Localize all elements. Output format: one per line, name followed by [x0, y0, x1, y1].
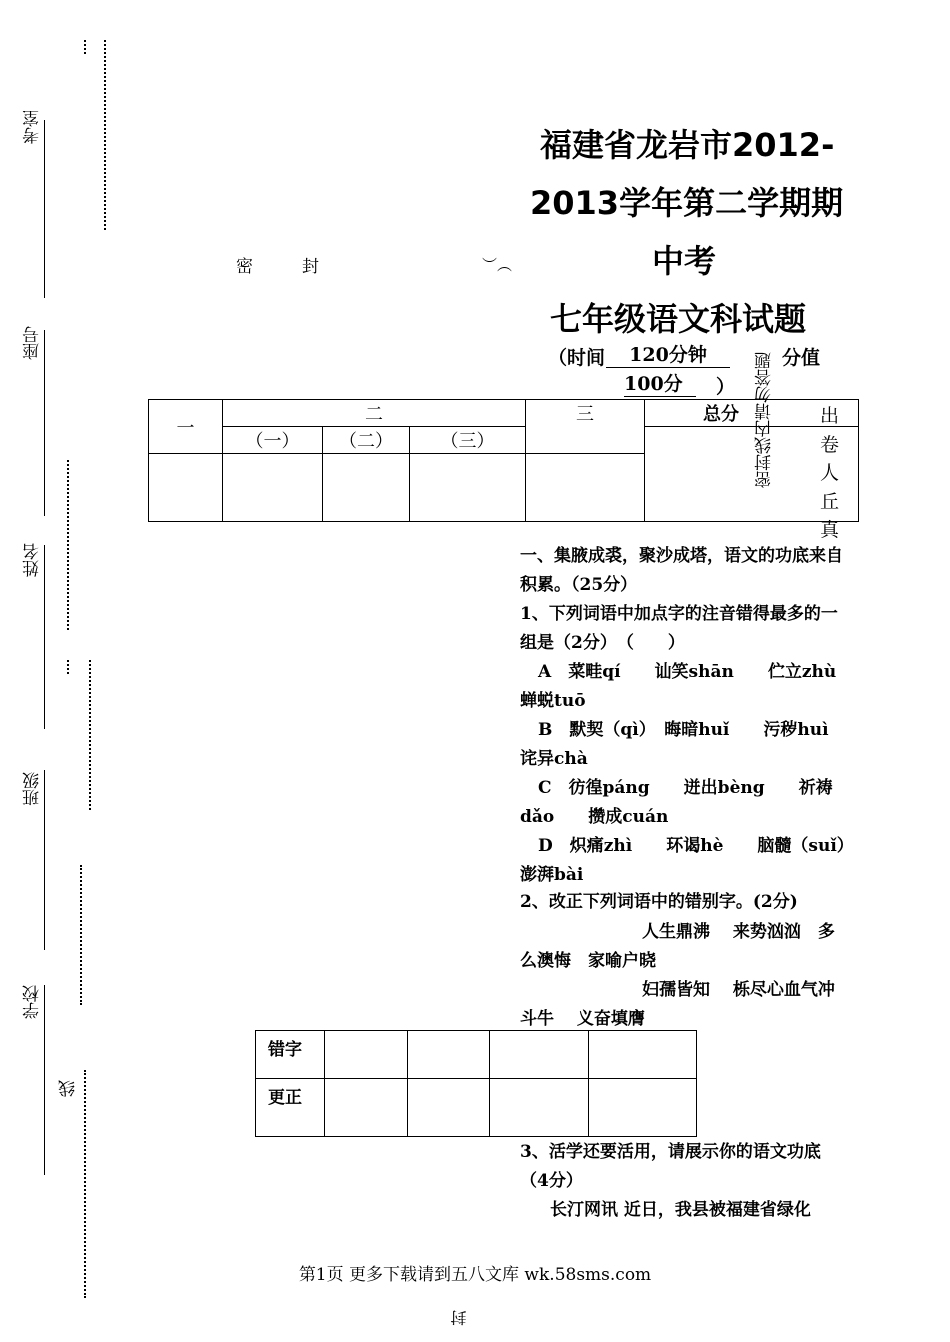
title-line-1: 福建省龙岩市2012- — [540, 126, 835, 164]
correction-cell[interactable] — [490, 1079, 589, 1137]
seal-feng: 封 — [302, 257, 319, 277]
error-row-label: 错字 — [256, 1031, 325, 1079]
error-cell[interactable] — [325, 1031, 408, 1079]
error-cell[interactable] — [589, 1031, 697, 1079]
score-col-2: 二 — [223, 400, 526, 427]
score-table — [148, 399, 859, 522]
margin-label-room: 考室 — [23, 110, 43, 144]
seal-dotted-line — [89, 660, 91, 810]
section1-heading: 一、集腋成裘，聚沙成塔，语文的功底来自积累。（25分） — [520, 546, 843, 595]
seal-dotted-line — [84, 40, 86, 54]
seal-dotted-line — [104, 40, 106, 230]
bottom-seal-char: 封 — [450, 1310, 469, 1326]
margin-underline — [44, 330, 45, 516]
close-paren: ） — [716, 376, 736, 398]
score-cell[interactable] — [223, 454, 323, 522]
question-2-words-2: 妇孺皆知 栎尽心血气冲斗牛 义奋填膺 — [520, 980, 835, 1029]
margin-label-seat: 座号 — [23, 326, 43, 360]
title-line-2: 2013学年第二学期期 — [530, 184, 844, 222]
score-col-3: 三 — [526, 400, 645, 454]
seal-mi: 密 — [236, 257, 253, 277]
title-line-3: 中考 — [652, 242, 717, 280]
question-3-text: 长汀网讯 近日，我县被福建省绿化 — [550, 1200, 811, 1220]
score-cell[interactable] — [149, 454, 223, 522]
question-2-words-1: 人生鼎沸 来势汹汹 多么澳悔 家喻户晓 — [520, 922, 835, 971]
score-sub-1: （一） — [223, 427, 323, 454]
score-col-total: 总分 — [645, 400, 859, 427]
score-cell[interactable] — [323, 454, 410, 522]
option-d: D 炽痛zhì 环谒hè 脑髓（suǐ） 澎湃bài — [520, 836, 863, 885]
seal-dotted-line — [67, 460, 69, 630]
score-cell[interactable] — [410, 454, 526, 522]
score-label: 分值 — [782, 347, 821, 369]
margin-underline — [44, 985, 45, 1175]
title-line-4: 七年级语文科试题 — [550, 300, 807, 338]
option-c: C 彷徨páng 迸出bèng 祈祷dǎo 攒成cuán — [520, 778, 833, 827]
correction-row-label: 更正 — [256, 1079, 325, 1137]
seal-warning-text: 密封线内请勿答题 — [755, 352, 775, 488]
margin-label-class: 班级 — [23, 772, 43, 806]
author-credit: 出卷人丘真 — [820, 405, 840, 541]
seal-dotted-line — [67, 660, 69, 674]
question-2: 2、改正下列词语中的错别字。(2分) — [520, 892, 798, 912]
score-total-cell[interactable] — [645, 427, 859, 522]
option-b: B 默契（qì） 晦暗huǐ 污秽huì 诧异chà — [520, 720, 863, 769]
option-a: A 菜畦qí 讪笑shān 伫立zhù 蝉蜕tuō — [520, 662, 871, 711]
score-col-1: 一 — [149, 400, 223, 454]
margin-underline — [44, 770, 45, 950]
correction-cell[interactable] — [325, 1079, 408, 1137]
seal-marks: ︶︵ — [482, 256, 513, 274]
question-3: 3、活学还要活用，请展示你的语文功底（4分） — [520, 1142, 821, 1191]
time-label: （时间 — [548, 347, 606, 369]
correction-cell[interactable] — [408, 1079, 490, 1137]
score-cell[interactable] — [526, 454, 645, 522]
score-value: 100分 — [624, 372, 696, 397]
score-sub-3: （三） — [410, 427, 526, 454]
error-cell[interactable] — [490, 1031, 589, 1079]
margin-underline — [44, 120, 45, 298]
error-correction-table — [255, 1030, 697, 1137]
margin-line-char: 线 — [59, 1080, 79, 1097]
time-value: 120分钟 — [606, 343, 730, 368]
correction-cell[interactable] — [589, 1079, 697, 1137]
margin-label-name: 姓名 — [23, 543, 43, 577]
error-cell[interactable] — [408, 1031, 490, 1079]
score-sub-2: （二） — [323, 427, 410, 454]
page-footer: 第1页 更多下载请到五八文库 wk.58sms.com — [298, 1265, 652, 1285]
seal-dotted-line — [80, 865, 82, 1005]
margin-underline — [44, 545, 45, 729]
margin-label-school: 学校 — [23, 985, 43, 1019]
question-1: 1、下列词语中加点字的注音错得最多的一组是（2分） （ ） — [520, 604, 838, 653]
